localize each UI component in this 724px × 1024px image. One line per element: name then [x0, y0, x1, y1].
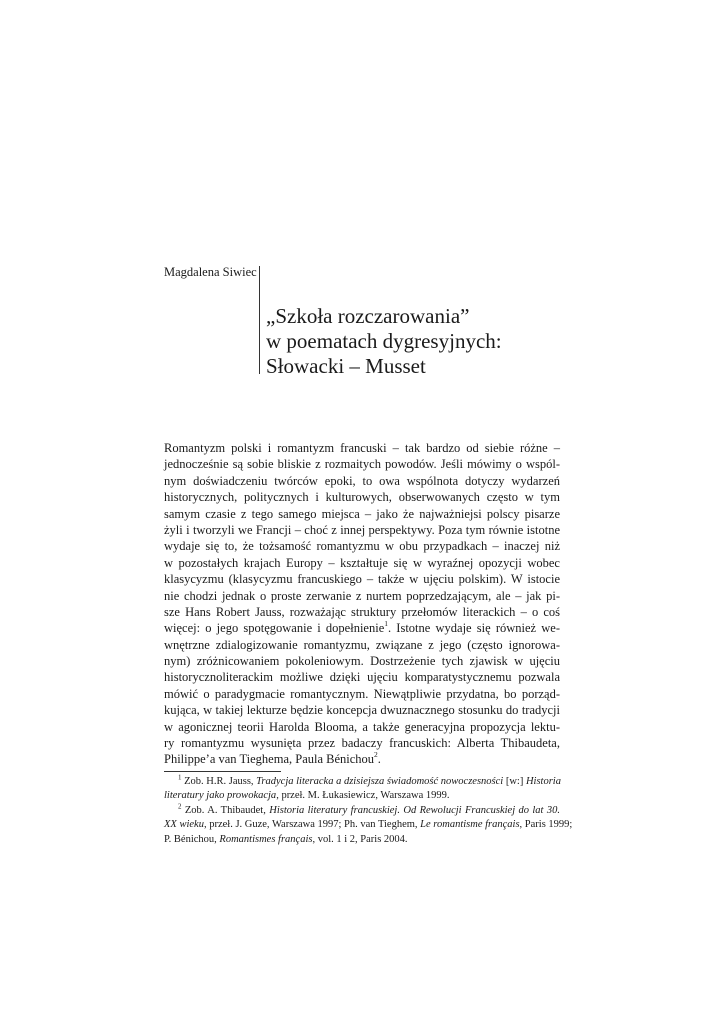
article-title [266, 304, 502, 379]
body-line: jednocześnie są sobie bliskie z rozmaitych powodów. Jeśli mówimy o wspól- [164, 457, 560, 472]
body-line: ry romantyzmu wysunięta przez badaczy francuskich: Alberta Thibaudeta, [164, 736, 560, 751]
author-name: Magdalena Siwiec [164, 265, 257, 279]
footnote-text: Zob. H.R. Jauss, [181, 776, 257, 787]
footnote-ref-1[interactable]: 1 [384, 619, 388, 629]
title-line: „Szkoła rozczarowania” [266, 304, 470, 328]
footnote-1-line [164, 775, 560, 789]
body-line: nym doświadczeniu twórców epoki, to owa wspólnota dotyczy wydarzeń [164, 473, 560, 488]
body-line: wydaje się to, że tożsamość romantyzmu w obu przypadkach – inaczej niż [164, 539, 560, 554]
footnote-work-title: Historia [525, 776, 561, 787]
footnote-2-line [164, 818, 573, 832]
title-line: w poematach dygresyjnych: [266, 329, 502, 353]
footnote-work-title: Historia literatury francuskiej. Od Rewolucji Francuskiej do lat 30. [269, 804, 560, 816]
footnote-text: P. Bénichou, [164, 833, 220, 845]
footnote-separator [164, 771, 281, 772]
body-line: żyli i tworzyli we Francji – choć z innej perspektywy. Poza tym równie istotne [164, 522, 560, 537]
body-line: mówić o paradygmacie romantycznym. Niewątpliwie przydatna, bo porząd- [164, 686, 560, 701]
footnote-number: 2 [178, 802, 182, 811]
body-line: Romantyzm polski i romantyzm francuski – tak bardzo od siebie różne – [164, 441, 560, 455]
body-text-segment: więcej: o jego spotęgowanie i dopełnienie [164, 621, 385, 636]
footnote-work-title: Le romantisme français [420, 819, 520, 831]
body-line: klasycyzmu (klasycyzmu francuskiego – także w ujęciu polskim). W istocie [164, 572, 560, 587]
footnote-work-title: Tradycja literacka a dzisiejsza świadomość nowoczesności [256, 776, 504, 787]
body-line: kująca, w takiej lekturze będzie koncepcja dwuznacznego stosunku do tradycji [164, 703, 560, 718]
footnote-work-title: XX wieku [164, 819, 204, 831]
body-line [164, 751, 560, 767]
footnote-2-line [164, 833, 560, 847]
footnote-work-title: Romantismes français [219, 833, 313, 845]
footnote-text: , vol. 1 i 2, Paris 2004. [312, 833, 408, 845]
body-line: nie chodzi jednak o proste zerwanie z nurtem poprzedzającym, ale – jak pi- [164, 588, 560, 603]
body-line: wnętrzne zdialogizowanie romantyzmu, związane z jego (często ignorowa- [164, 637, 560, 652]
body-text [164, 440, 560, 768]
body-text-segment: . [388, 621, 392, 636]
body-line: historycznoliterackim możliwe dzięki ujęciu komparatystycznemu pozwala [164, 670, 560, 685]
body-line: samym czasie z tego samego miejsca – jako że najważniejsi polscy pisarze [164, 506, 560, 521]
body-line: sze Hans Robert Jauss, rozważając struktury przełomów literackich – o coś [164, 604, 560, 619]
body-text-segment: . [377, 752, 381, 767]
footnote-2-line [164, 804, 560, 818]
body-text-segment: Istotne wydaje się również we- [391, 621, 560, 636]
footnote-ref-2[interactable]: 2 [374, 750, 378, 760]
footnote-text: Zob. A. Thibaudet, [181, 804, 270, 816]
body-line: historycznych, politycznych i kulturowych, obserwowanych często w tym [164, 490, 560, 505]
footnote-text: , przeł. M. Łukasiewicz, Warszawa 1999. [276, 790, 450, 802]
footnote-number: 1 [178, 773, 182, 782]
footnotes [164, 773, 573, 847]
footnote-text: , przeł. J. Guze, Warszawa 1997; Ph. van Tieghem, [203, 819, 421, 831]
footnote-work-title: literatury jako prowokacja [164, 790, 277, 802]
footnote-1-line [164, 789, 560, 803]
body-line: w agonicznej teorii Harolda Blooma, a także generacyjna propozycja lektu- [164, 719, 560, 734]
footnote-text: , Paris 1999; [519, 819, 573, 831]
body-line [164, 620, 560, 636]
footnote-text: [w:] [503, 776, 526, 787]
body-line: nym) zróżnicowaniem pokoleniowym. Dostrzeżenie tych zjawisk w ujęciu [164, 654, 560, 669]
body-line: w pozostałych krajach Europy – kształtuje się w wyraźnej opozycji wobec [164, 555, 560, 570]
title-line: Słowacki – Musset [266, 354, 426, 378]
title-vertical-rule [259, 266, 260, 374]
body-text-segment: Philippe’a van Tieghema, Paula Bénichou [164, 752, 375, 767]
